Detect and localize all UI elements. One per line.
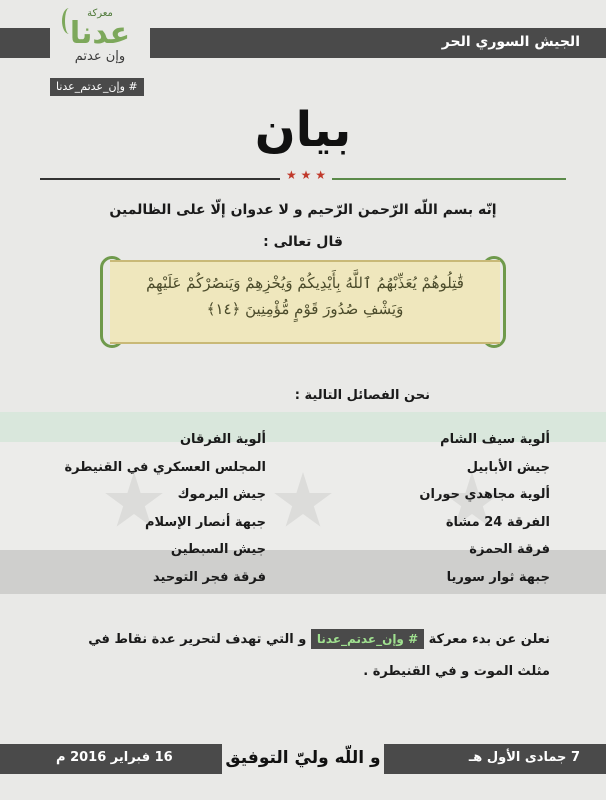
faction-item: المجلس العسكري في القنيطرة (64, 459, 266, 475)
faction-item: فرقة فجر التوحيد (153, 569, 266, 585)
red-stars-icon: ★ ★ ★ (286, 168, 326, 182)
faction-item: فرقة الحمزة (469, 542, 550, 557)
factions-right-column (350, 426, 550, 591)
announce-hashtag: # وإن_عدتم_عدنا (311, 629, 424, 649)
hijri-date: 7 جمادى الأول هـ (468, 750, 580, 765)
faction-item: جبهة ثوار سوريا (446, 569, 550, 585)
faction-item: ألوية مجاهدي حوران (419, 487, 550, 502)
announce-part2: و التي تهدف لتحرير عدة نقاط في (88, 632, 307, 647)
logo-main-text: عدنا (69, 16, 131, 51)
faction-item: ألوية الفرقان (179, 432, 266, 447)
faction-item: جيش اليرموك (177, 487, 266, 502)
announce-part1: نعلن عن بدء معركة (428, 632, 550, 647)
logo-sub-text: وإن عدتم (74, 49, 126, 64)
factions-left-column (56, 426, 266, 591)
faction-item: ألوية سيف الشام (440, 432, 550, 447)
announcement (50, 624, 550, 688)
faction-item: جيش السبطين (170, 542, 266, 557)
title-divider (40, 168, 566, 186)
basmala-line: إنّه بسم اللّه الرّحمن الرّحيم و لا عدوان إلّا على الظالمين (109, 202, 497, 218)
faction-item: الفرقة 24 مشاة (445, 514, 550, 530)
gregorian-date: 16 فبراير 2016 م (56, 750, 173, 765)
faction-item: جيش الأبابيل (466, 459, 550, 475)
org-name: الجيش السوري الحر (441, 34, 580, 50)
leaf-icon (62, 8, 76, 34)
hashtag-badge: # وإن_عدتم_عدنا (50, 78, 144, 96)
announce-line2: مثلث الموت و في القنيطرة . (363, 664, 550, 679)
qal-line: قال تعالى : (263, 234, 343, 250)
page-title: بيان (254, 102, 352, 158)
closing-motto: و اللّه وليّ التوفيق (222, 736, 384, 780)
faction-item: جبهة أنصار الإسلام (144, 514, 266, 530)
factions-heading: نحن الفصائل التالية : (294, 388, 430, 403)
quran-verse: قَٰتِلُوهُمْ يُعَذِّبْهُمُ ٱللَّهُ بِأَيْدِيكُمْ وَيُخْزِهِمْ وَيَنصُرْكُمْ عَلَيْهِمْ وَيَشْفِ صُدُورَ قَوْمٍ مُّؤْمِنِينَ ﴿١٤﴾ (146, 274, 464, 318)
campaign-logo (50, 4, 150, 74)
logo-top-text: معركة (87, 8, 113, 19)
